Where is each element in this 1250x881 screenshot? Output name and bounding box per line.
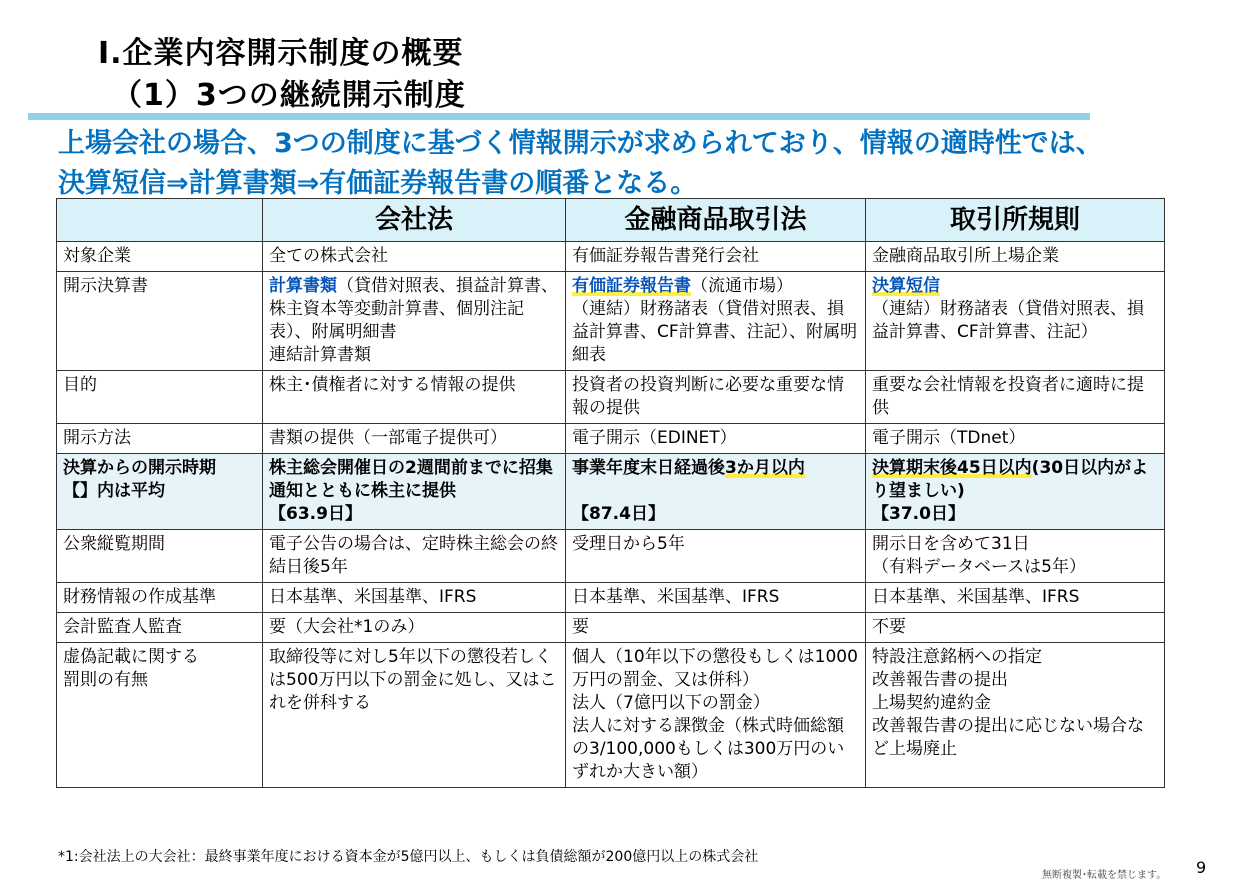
header-companies-act: 会社法 xyxy=(263,199,566,242)
cell-target-companies-act: 全ての株式会社 xyxy=(263,242,566,272)
timing-c2-text: 事業年度末日経過後 xyxy=(572,458,725,478)
inspection-c3-line2: （有料データベースは5年） xyxy=(872,557,1086,577)
statements-c3-financials: （連結）財務諸表（貸借対照表、損益計算書、CF計算書、注記） xyxy=(872,299,1144,342)
row-label-timing xyxy=(57,454,263,530)
penalty-c2-corporate: 法人（7億円以下の罰金） xyxy=(572,693,770,713)
row-label-audit: 会計監査人監査 xyxy=(57,613,263,643)
keyword-keisan-shorui: 計算書類 xyxy=(269,276,337,296)
row-label-purpose: 目的 xyxy=(57,371,263,424)
cell-standards-exchange: 日本基準、米国基準、IFRS xyxy=(866,583,1165,613)
timing-c2-marked: 3か月以内 xyxy=(725,458,805,478)
penalty-label-line1: 虚偽記載に関する xyxy=(63,647,199,667)
slide-subtitle: （1）3つの継続開示制度 xyxy=(112,78,466,113)
timing-c3-marked: 決算期末後45日以内 xyxy=(872,458,1032,478)
timing-label-note: 【】内は平均 xyxy=(63,481,165,501)
cell-standards-companies-act: 日本基準、米国基準、IFRS xyxy=(263,583,566,613)
statements-c2-financials: （連結）財務諸表（貸借対照表、損益計算書、CF計算書、注記）、附属明細表 xyxy=(572,299,858,365)
timing-c3-average: 【37.0日】 xyxy=(872,504,965,524)
row-label-statements: 開示決算書 xyxy=(57,272,263,371)
row-label-inspection: 公衆縦覧期間 xyxy=(57,530,263,583)
cell-standards-fiea: 日本基準、米国基準、IFRS xyxy=(566,583,866,613)
penalty-c2-surcharge: 法人に対する課徴金（株式時価総額の3/100,000もしくは300万円のいずれか大きい額） xyxy=(572,716,845,782)
cell-method-fiea: 電子開示（EDINET） xyxy=(566,424,866,454)
timing-label: 決算からの開示時期 xyxy=(63,458,216,478)
statements-c2-detail: （流通市場） xyxy=(691,276,793,296)
slide-title: Ⅰ.企業内容開示制度の概要 xyxy=(98,36,464,71)
lead-text xyxy=(58,124,1178,204)
keyword-yuho: 有価証券報告書 xyxy=(572,276,691,296)
cell-penalty-exchange xyxy=(866,643,1165,788)
page-number: 9 xyxy=(1196,858,1207,877)
cell-method-exchange: 電子開示（TDnet） xyxy=(866,424,1165,454)
row-label-standards: 財務情報の作成基準 xyxy=(57,583,263,613)
cell-penalty-fiea xyxy=(566,643,866,788)
timing-c1-text: 株主総会開催日の2週間前までに招集通知とともに株主に提供 xyxy=(269,458,553,501)
table-row xyxy=(57,583,1165,613)
header-exchange-rules: 取引所規則 xyxy=(866,199,1165,242)
header-fiea: 金融商品取引法 xyxy=(566,199,866,242)
table-row xyxy=(57,643,1165,788)
statements-c1-detail: （貸借対照表、損益計算書、株主資本等変動計算書、個別注記表）、附属明細書 xyxy=(269,276,558,342)
cell-inspection-companies-act: 電子公告の場合は、定時株主総会の終結日後5年 xyxy=(263,530,566,583)
cell-audit-companies-act: 要（大会社*1のみ） xyxy=(263,613,566,643)
penalty-c3-item2: 改善報告書の提出 xyxy=(872,670,1008,690)
table-header-row xyxy=(57,199,1165,242)
cell-timing-companies-act xyxy=(263,454,566,530)
cell-statements-fiea xyxy=(566,272,866,371)
penalty-c3-item1: 特設注意銘柄への指定 xyxy=(872,647,1042,667)
table-row-highlighted xyxy=(57,454,1165,530)
timing-c2-average: 【87.4日】 xyxy=(572,504,665,524)
table-row xyxy=(57,613,1165,643)
penalty-c3-item4: 改善報告書の提出に応じない場合など上場廃止 xyxy=(872,716,1144,759)
penalty-c3-item3: 上場契約違約金 xyxy=(872,693,991,713)
penalty-label-line2: 罰則の有無 xyxy=(63,670,148,690)
disclosure-comparison-table xyxy=(56,198,1165,788)
cell-target-fiea: 有価証券報告書発行会社 xyxy=(566,242,866,272)
cell-inspection-exchange xyxy=(866,530,1165,583)
cell-timing-fiea xyxy=(566,454,866,530)
inspection-c3-line1: 開示日を含めて31日 xyxy=(872,534,1030,554)
statements-c1-consolidated: 連結計算書類 xyxy=(269,345,371,365)
footnote: *1:会社法上の大会社：最終事業年度における資本金が5億円以上、もしくは負債総額が200億円以上の株式会社 xyxy=(58,849,759,865)
row-label-penalty xyxy=(57,643,263,788)
header-empty-cell xyxy=(57,199,263,242)
cell-purpose-companies-act: 株主･債権者に対する情報の提供 xyxy=(263,371,566,424)
table-row xyxy=(57,371,1165,424)
row-label-method: 開示方法 xyxy=(57,424,263,454)
cell-statements-exchange xyxy=(866,272,1165,371)
timing-c1-average: 【63.9日】 xyxy=(269,504,362,524)
row-label-target: 対象企業 xyxy=(57,242,263,272)
title-divider xyxy=(28,113,1090,120)
cell-method-companies-act: 書類の提供（一部電子提供可） xyxy=(263,424,566,454)
copyright-notice: 無断複製･転載を禁じます。 xyxy=(1042,870,1167,881)
table-row xyxy=(57,530,1165,583)
cell-timing-exchange xyxy=(866,454,1165,530)
timing-c3-text: (30日以内がより望ましい) xyxy=(872,458,1149,501)
table-row xyxy=(57,272,1165,371)
cell-audit-fiea: 要 xyxy=(566,613,866,643)
penalty-c2-individual: 個人（10年以下の懲役もしくは1000万円の罰金、又は併科） xyxy=(572,647,858,690)
lead-line-2: 決算短信⇒計算書類⇒有価証券報告書の順番となる。 xyxy=(58,168,698,199)
cell-target-exchange: 金融商品取引所上場企業 xyxy=(866,242,1165,272)
keyword-kessan-tanshin: 決算短信 xyxy=(872,276,940,296)
table-row xyxy=(57,424,1165,454)
lead-line-1: 上場会社の場合、3つの制度に基づく情報開示が求められており、情報の適時性では、 xyxy=(58,128,1103,159)
cell-audit-exchange: 不要 xyxy=(866,613,1165,643)
cell-purpose-fiea: 投資者の投資判断に必要な重要な情報の提供 xyxy=(566,371,866,424)
table-row xyxy=(57,242,1165,272)
cell-penalty-companies-act: 取締役等に対し5年以下の懲役若しくは500万円以下の罰金に処し、又はこれを併科する xyxy=(263,643,566,788)
cell-inspection-fiea: 受理日から5年 xyxy=(566,530,866,583)
cell-purpose-exchange: 重要な会社情報を投資者に適時に提供 xyxy=(866,371,1165,424)
cell-statements-companies-act xyxy=(263,272,566,371)
